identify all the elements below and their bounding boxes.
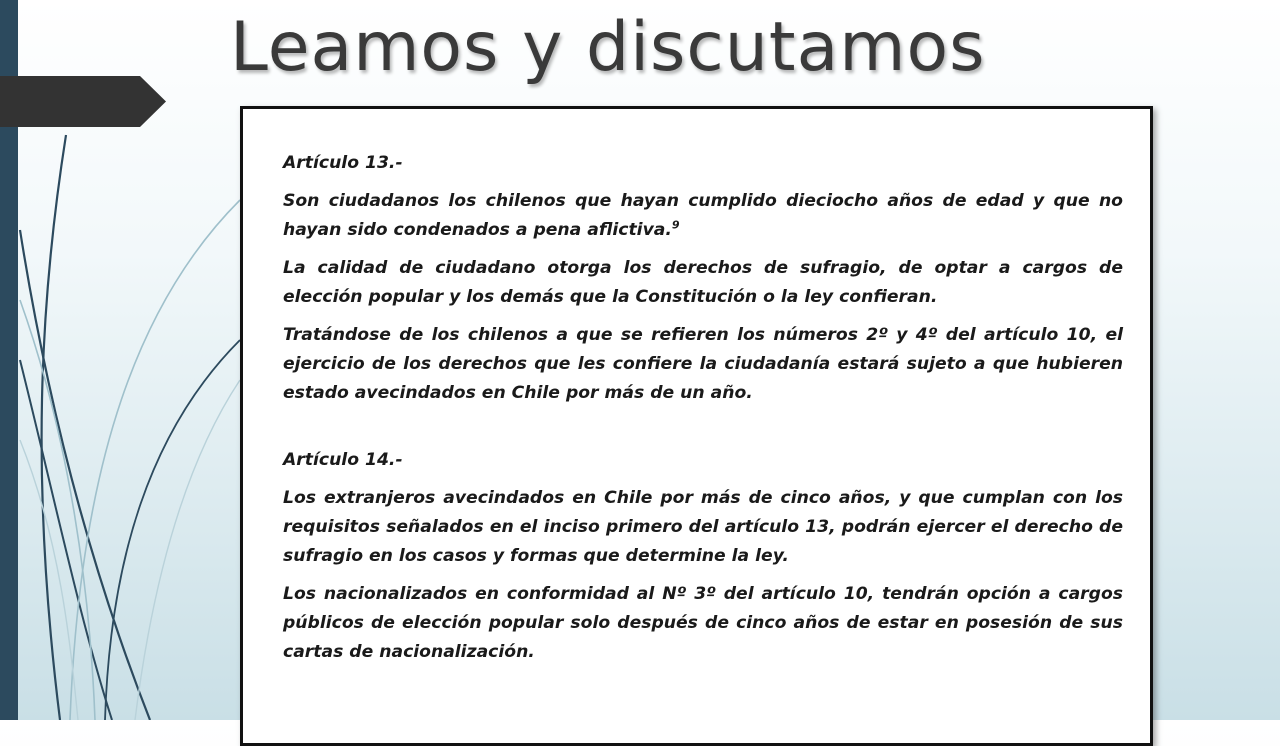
article-heading: Artículo 13.- [283, 153, 403, 173]
article-13 [283, 149, 1123, 408]
article-paragraph: Tratándose de los chilenos a que se refieren los números 2º y 4º del artículo 10, el ejercicio de los derechos que les confiere la ciudadanía estará sujeto a que hubieren estado avecindados en Chile por más de un año. [283, 325, 1123, 403]
slide-title: Leamos y discutamos [230, 8, 986, 87]
article-paragraph: Los nacionalizados en conformidad al Nº 3º del artículo 10, tendrán opción a cargos públicos de elección popular solo después de cinco años de estar en posesión de sus cartas de nacionalización. [283, 584, 1123, 662]
curve-line [70, 200, 240, 720]
document-image-frame [240, 106, 1153, 746]
paragraph-text: Son ciudadanos los chilenos que hayan cumplido dieciocho años de edad y que no hayan sido condenados a pena aflictiva. [283, 191, 1123, 240]
article-14 [283, 446, 1123, 667]
article-heading: Artículo 14.- [283, 450, 403, 470]
article-paragraph: Los extranjeros avecindados en Chile por más de cinco años, y que cumplan con los requisitos señalados en el inciso primero del artículo 13, podrán ejercer el derecho de sufragio en los casos y formas que determine la ley. [283, 488, 1123, 566]
curve-line [20, 360, 112, 720]
title-tab-shape [0, 76, 166, 127]
article-paragraph: La calidad de ciudadano otorga los derechos de sufragio, de optar a cargos de elección popular y los demás que la Constitución o la ley confieran. [283, 258, 1123, 307]
constitution-excerpt [283, 149, 1123, 676]
curve-line [20, 230, 150, 720]
curve-line [42, 135, 66, 720]
footnote-ref: 9 [671, 218, 680, 232]
curve-line [20, 300, 95, 720]
curve-line [135, 380, 240, 720]
article-paragraph [283, 187, 1123, 245]
